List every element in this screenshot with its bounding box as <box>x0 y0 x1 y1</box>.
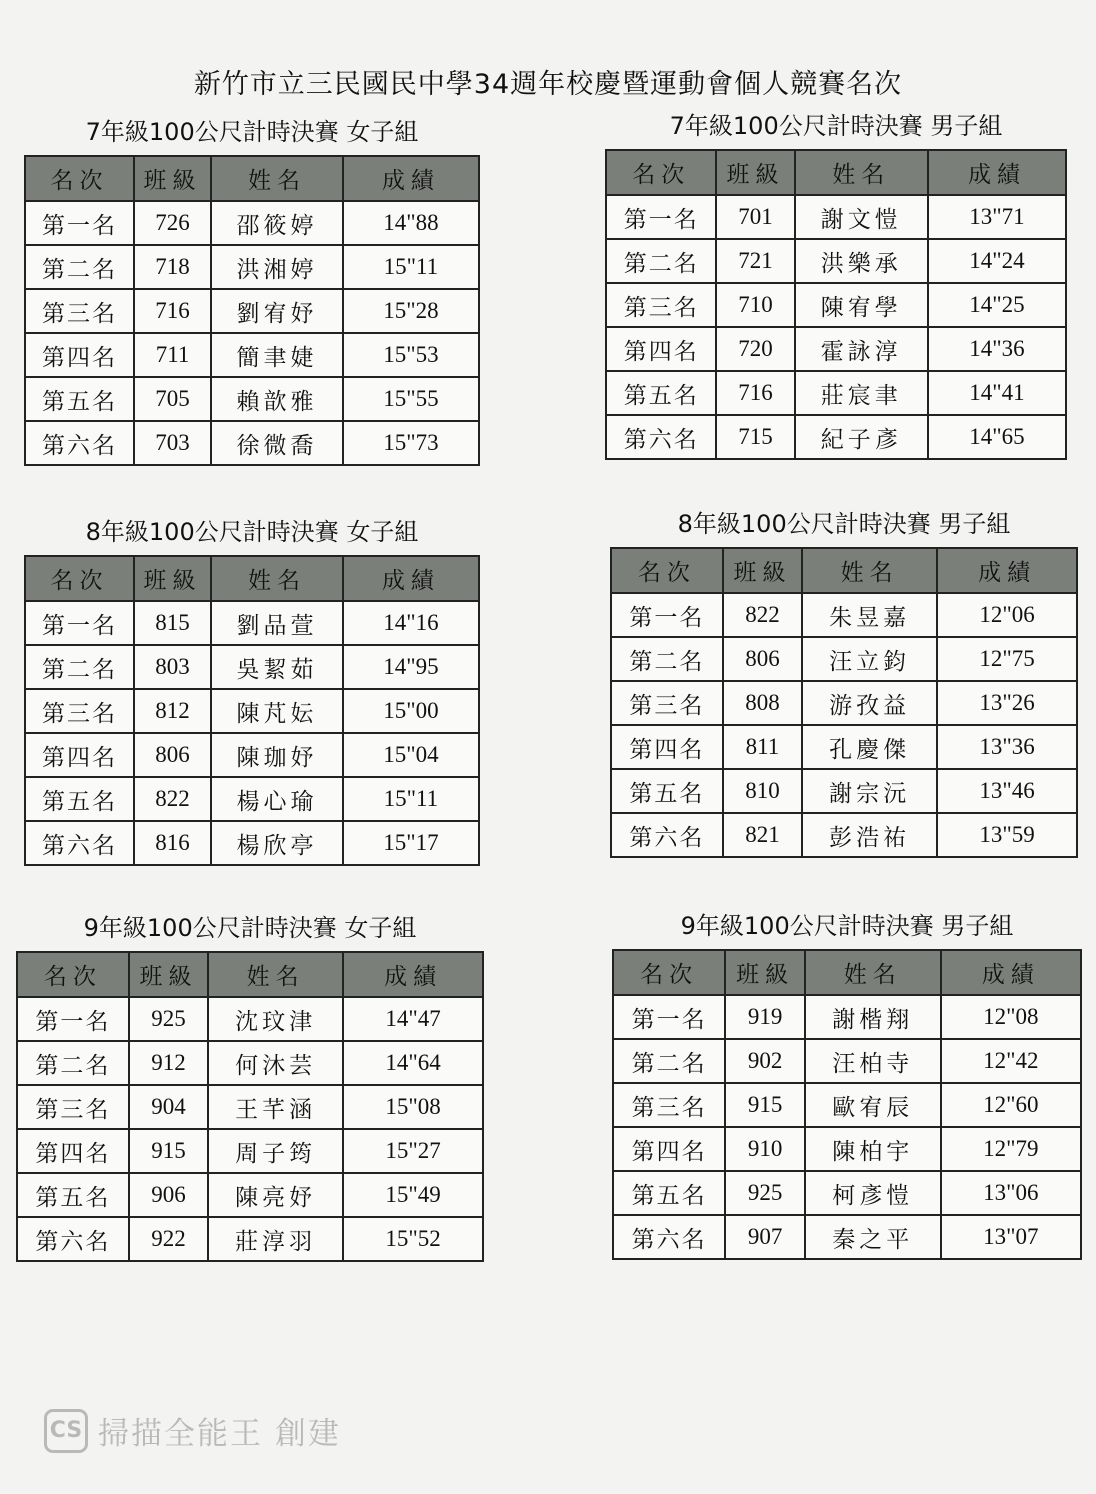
rank-cell: 第二名 <box>611 637 723 681</box>
result-section <box>610 504 1078 858</box>
table-header-row <box>611 548 1077 593</box>
table-row <box>611 769 1077 813</box>
section-title: 7年級100公尺計時決賽 男子組 <box>669 112 1003 140</box>
results-table <box>610 547 1078 858</box>
name-cell: 楊欣亭 <box>211 821 343 865</box>
score-cell: 15"08 <box>343 1085 483 1129</box>
score-header: 成績 <box>928 150 1066 195</box>
rank-cell: 第四名 <box>25 333 134 377</box>
section-title: 8年級100公尺計時決賽 女子組 <box>85 518 419 546</box>
rank-cell: 第三名 <box>25 289 134 333</box>
rank-cell: 第五名 <box>17 1173 129 1217</box>
class-header: 班級 <box>134 556 211 601</box>
score-cell: 13"36 <box>937 725 1077 769</box>
name-cell: 陳柏宇 <box>805 1127 941 1171</box>
name-cell: 陳宥學 <box>795 283 928 327</box>
name-cell: 劉宥妤 <box>211 289 343 333</box>
results-table <box>605 149 1067 460</box>
rank-cell: 第五名 <box>25 377 134 421</box>
table-row <box>17 1173 483 1217</box>
score-cell: 12"08 <box>941 995 1081 1039</box>
class-cell: 811 <box>723 725 802 769</box>
name-header: 姓名 <box>211 156 343 201</box>
score-header: 成績 <box>343 952 483 997</box>
rank-cell: 第二名 <box>613 1039 725 1083</box>
section-title: 9年級100公尺計時決賽 女子組 <box>83 914 417 942</box>
class-cell: 806 <box>723 637 802 681</box>
table-row <box>613 1083 1081 1127</box>
rank-cell: 第二名 <box>606 239 716 283</box>
class-header: 班級 <box>716 150 794 195</box>
rank-cell: 第五名 <box>25 777 134 821</box>
rank-cell: 第五名 <box>613 1171 725 1215</box>
rank-cell: 第三名 <box>613 1083 725 1127</box>
rank-cell: 第三名 <box>17 1085 129 1129</box>
results-table <box>24 155 480 466</box>
score-cell: 15"27 <box>343 1129 483 1173</box>
rank-cell: 第六名 <box>611 813 723 857</box>
class-cell: 803 <box>134 645 211 689</box>
name-cell: 劉品萱 <box>211 601 343 645</box>
class-cell: 910 <box>725 1127 805 1171</box>
class-cell: 808 <box>723 681 802 725</box>
class-cell: 925 <box>129 997 208 1041</box>
table-row <box>611 637 1077 681</box>
name-cell: 陳芃妘 <box>211 689 343 733</box>
table-header-row <box>25 556 479 601</box>
score-header: 成績 <box>941 950 1081 995</box>
name-cell: 陳珈妤 <box>211 733 343 777</box>
results-table <box>24 555 480 866</box>
name-cell: 謝宗沅 <box>802 769 937 813</box>
name-cell: 謝文愷 <box>795 195 928 239</box>
section-title: 9年級100公尺計時決賽 男子組 <box>680 912 1014 940</box>
score-cell: 15"11 <box>343 777 479 821</box>
score-cell: 12"60 <box>941 1083 1081 1127</box>
rank-cell: 第二名 <box>17 1041 129 1085</box>
table-row <box>17 1217 483 1261</box>
name-cell: 洪湘婷 <box>211 245 343 289</box>
name-cell: 孔慶傑 <box>802 725 937 769</box>
name-cell: 彭浩祐 <box>802 813 937 857</box>
table-row <box>25 689 479 733</box>
rank-header: 名次 <box>611 548 723 593</box>
class-cell: 822 <box>723 593 802 637</box>
class-cell: 925 <box>725 1171 805 1215</box>
name-header: 姓名 <box>211 556 343 601</box>
table-row <box>17 997 483 1041</box>
table-row <box>611 681 1077 725</box>
class-cell: 815 <box>134 601 211 645</box>
rank-header: 名次 <box>25 556 134 601</box>
name-cell: 霍詠淳 <box>795 327 928 371</box>
rank-cell: 第三名 <box>611 681 723 725</box>
rank-cell: 第三名 <box>606 283 716 327</box>
name-cell: 簡聿婕 <box>211 333 343 377</box>
rank-cell: 第一名 <box>25 201 134 245</box>
rank-cell: 第五名 <box>611 769 723 813</box>
score-header: 成績 <box>343 156 479 201</box>
table-row <box>613 1127 1081 1171</box>
result-section <box>24 512 480 866</box>
class-cell: 812 <box>134 689 211 733</box>
rank-cell: 第四名 <box>613 1127 725 1171</box>
table-row <box>606 239 1066 283</box>
name-cell: 陳亮妤 <box>208 1173 343 1217</box>
score-cell: 14"95 <box>343 645 479 689</box>
result-section <box>605 106 1067 460</box>
class-cell: 922 <box>129 1217 208 1261</box>
table-row <box>613 1215 1081 1259</box>
table-row <box>17 1041 483 1085</box>
class-header: 班級 <box>725 950 805 995</box>
rank-header: 名次 <box>606 150 716 195</box>
score-cell: 13"71 <box>928 195 1066 239</box>
results-table <box>612 949 1082 1260</box>
score-cell: 15"11 <box>343 245 479 289</box>
class-cell: 721 <box>716 239 794 283</box>
table-row <box>611 725 1077 769</box>
rank-cell: 第一名 <box>613 995 725 1039</box>
table-row <box>25 201 479 245</box>
watermark-text: 掃描全能王 創建 <box>98 1416 341 1452</box>
class-cell: 718 <box>134 245 211 289</box>
rank-cell: 第六名 <box>25 821 134 865</box>
score-cell: 14"64 <box>343 1041 483 1085</box>
rank-cell: 第四名 <box>606 327 716 371</box>
score-cell: 12"42 <box>941 1039 1081 1083</box>
rank-header: 名次 <box>613 950 725 995</box>
class-cell: 720 <box>716 327 794 371</box>
score-cell: 12"79 <box>941 1127 1081 1171</box>
name-cell: 謝楷翔 <box>805 995 941 1039</box>
result-section <box>612 906 1082 1260</box>
score-cell: 15"17 <box>343 821 479 865</box>
name-cell: 歐宥辰 <box>805 1083 941 1127</box>
class-cell: 705 <box>134 377 211 421</box>
section-title: 7年級100公尺計時決賽 女子組 <box>85 118 419 146</box>
table-row <box>25 821 479 865</box>
class-cell: 701 <box>716 195 794 239</box>
page-title: 新竹市立三民國民中學34週年校慶暨運動會個人競賽名次 <box>193 69 903 100</box>
name-cell: 周子筠 <box>208 1129 343 1173</box>
table-row <box>25 421 479 465</box>
name-cell: 朱昱嘉 <box>802 593 937 637</box>
score-cell: 14"47 <box>343 997 483 1041</box>
table-row <box>25 777 479 821</box>
class-cell: 902 <box>725 1039 805 1083</box>
class-cell: 912 <box>129 1041 208 1085</box>
name-cell: 邵筱婷 <box>211 201 343 245</box>
class-cell: 915 <box>129 1129 208 1173</box>
class-cell: 703 <box>134 421 211 465</box>
table-header-row <box>606 150 1066 195</box>
table-row <box>606 415 1066 459</box>
table-row <box>25 245 479 289</box>
table-row <box>613 995 1081 1039</box>
score-cell: 13"07 <box>941 1215 1081 1259</box>
name-cell: 秦之平 <box>805 1215 941 1259</box>
name-cell: 楊心瑜 <box>211 777 343 821</box>
class-header: 班級 <box>723 548 802 593</box>
rank-cell: 第二名 <box>25 245 134 289</box>
table-row <box>606 327 1066 371</box>
score-cell: 13"06 <box>941 1171 1081 1215</box>
table-row <box>25 645 479 689</box>
table-row <box>25 733 479 777</box>
table-row <box>606 195 1066 239</box>
rank-cell: 第六名 <box>606 415 716 459</box>
score-cell: 14"36 <box>928 327 1066 371</box>
class-cell: 716 <box>716 371 794 415</box>
rank-cell: 第四名 <box>611 725 723 769</box>
class-cell: 915 <box>725 1083 805 1127</box>
section-title: 8年級100公尺計時決賽 男子組 <box>677 510 1011 538</box>
name-cell: 洪樂承 <box>795 239 928 283</box>
score-cell: 14"65 <box>928 415 1066 459</box>
class-cell: 810 <box>723 769 802 813</box>
result-section <box>24 112 480 466</box>
rank-cell: 第一名 <box>25 601 134 645</box>
table-row <box>613 1171 1081 1215</box>
score-cell: 13"46 <box>937 769 1077 813</box>
class-cell: 716 <box>134 289 211 333</box>
name-cell: 吳絜茹 <box>211 645 343 689</box>
score-cell: 15"52 <box>343 1217 483 1261</box>
score-cell: 14"16 <box>343 601 479 645</box>
rank-header: 名次 <box>25 156 134 201</box>
name-header: 姓名 <box>802 548 937 593</box>
class-cell: 906 <box>129 1173 208 1217</box>
class-cell: 806 <box>134 733 211 777</box>
name-cell: 紀子彥 <box>795 415 928 459</box>
score-cell: 12"75 <box>937 637 1077 681</box>
table-header-row <box>17 952 483 997</box>
class-cell: 821 <box>723 813 802 857</box>
rank-cell: 第一名 <box>611 593 723 637</box>
table-row <box>25 333 479 377</box>
class-header: 班級 <box>129 952 208 997</box>
camscanner-logo-icon: CS <box>44 1409 88 1453</box>
name-cell: 汪立鈞 <box>802 637 937 681</box>
score-cell: 15"28 <box>343 289 479 333</box>
name-cell: 汪柏寺 <box>805 1039 941 1083</box>
table-row <box>606 371 1066 415</box>
score-cell: 15"55 <box>343 377 479 421</box>
rank-cell: 第四名 <box>17 1129 129 1173</box>
name-header: 姓名 <box>795 150 928 195</box>
score-cell: 15"53 <box>343 333 479 377</box>
rank-cell: 第三名 <box>25 689 134 733</box>
rank-cell: 第五名 <box>606 371 716 415</box>
table-row <box>606 283 1066 327</box>
table-row <box>25 377 479 421</box>
score-header: 成績 <box>937 548 1077 593</box>
name-cell: 沈玟津 <box>208 997 343 1041</box>
name-cell: 游孜益 <box>802 681 937 725</box>
class-cell: 822 <box>134 777 211 821</box>
rank-cell: 第六名 <box>613 1215 725 1259</box>
name-cell: 莊宸聿 <box>795 371 928 415</box>
table-header-row <box>613 950 1081 995</box>
table-row <box>25 601 479 645</box>
score-cell: 13"26 <box>937 681 1077 725</box>
name-header: 姓名 <box>208 952 343 997</box>
table-row <box>611 813 1077 857</box>
class-cell: 904 <box>129 1085 208 1129</box>
table-row <box>611 593 1077 637</box>
score-cell: 14"88 <box>343 201 479 245</box>
rank-cell: 第一名 <box>606 195 716 239</box>
score-cell: 15"73 <box>343 421 479 465</box>
name-header: 姓名 <box>805 950 941 995</box>
class-cell: 710 <box>716 283 794 327</box>
name-cell: 柯彥愷 <box>805 1171 941 1215</box>
class-cell: 726 <box>134 201 211 245</box>
rank-header: 名次 <box>17 952 129 997</box>
name-cell: 何沐芸 <box>208 1041 343 1085</box>
score-cell: 12"06 <box>937 593 1077 637</box>
rank-cell: 第二名 <box>25 645 134 689</box>
scanner-watermark <box>44 1408 341 1453</box>
rank-cell: 第六名 <box>25 421 134 465</box>
class-header: 班級 <box>134 156 211 201</box>
table-row <box>17 1085 483 1129</box>
class-cell: 711 <box>134 333 211 377</box>
score-header: 成績 <box>343 556 479 601</box>
class-cell: 907 <box>725 1215 805 1259</box>
score-cell: 13"59 <box>937 813 1077 857</box>
rank-cell: 第四名 <box>25 733 134 777</box>
score-cell: 14"41 <box>928 371 1066 415</box>
score-cell: 15"04 <box>343 733 479 777</box>
rank-cell: 第一名 <box>17 997 129 1041</box>
rank-cell: 第六名 <box>17 1217 129 1261</box>
table-row <box>613 1039 1081 1083</box>
name-cell: 王芊涵 <box>208 1085 343 1129</box>
table-row <box>25 289 479 333</box>
class-cell: 715 <box>716 415 794 459</box>
name-cell: 賴歆雅 <box>211 377 343 421</box>
score-cell: 14"24 <box>928 239 1066 283</box>
result-section <box>16 908 484 1262</box>
table-header-row <box>25 156 479 201</box>
score-cell: 15"49 <box>343 1173 483 1217</box>
name-cell: 莊淳羽 <box>208 1217 343 1261</box>
results-table <box>16 951 484 1262</box>
name-cell: 徐微喬 <box>211 421 343 465</box>
class-cell: 816 <box>134 821 211 865</box>
score-cell: 15"00 <box>343 689 479 733</box>
score-cell: 14"25 <box>928 283 1066 327</box>
table-row <box>17 1129 483 1173</box>
class-cell: 919 <box>725 995 805 1039</box>
